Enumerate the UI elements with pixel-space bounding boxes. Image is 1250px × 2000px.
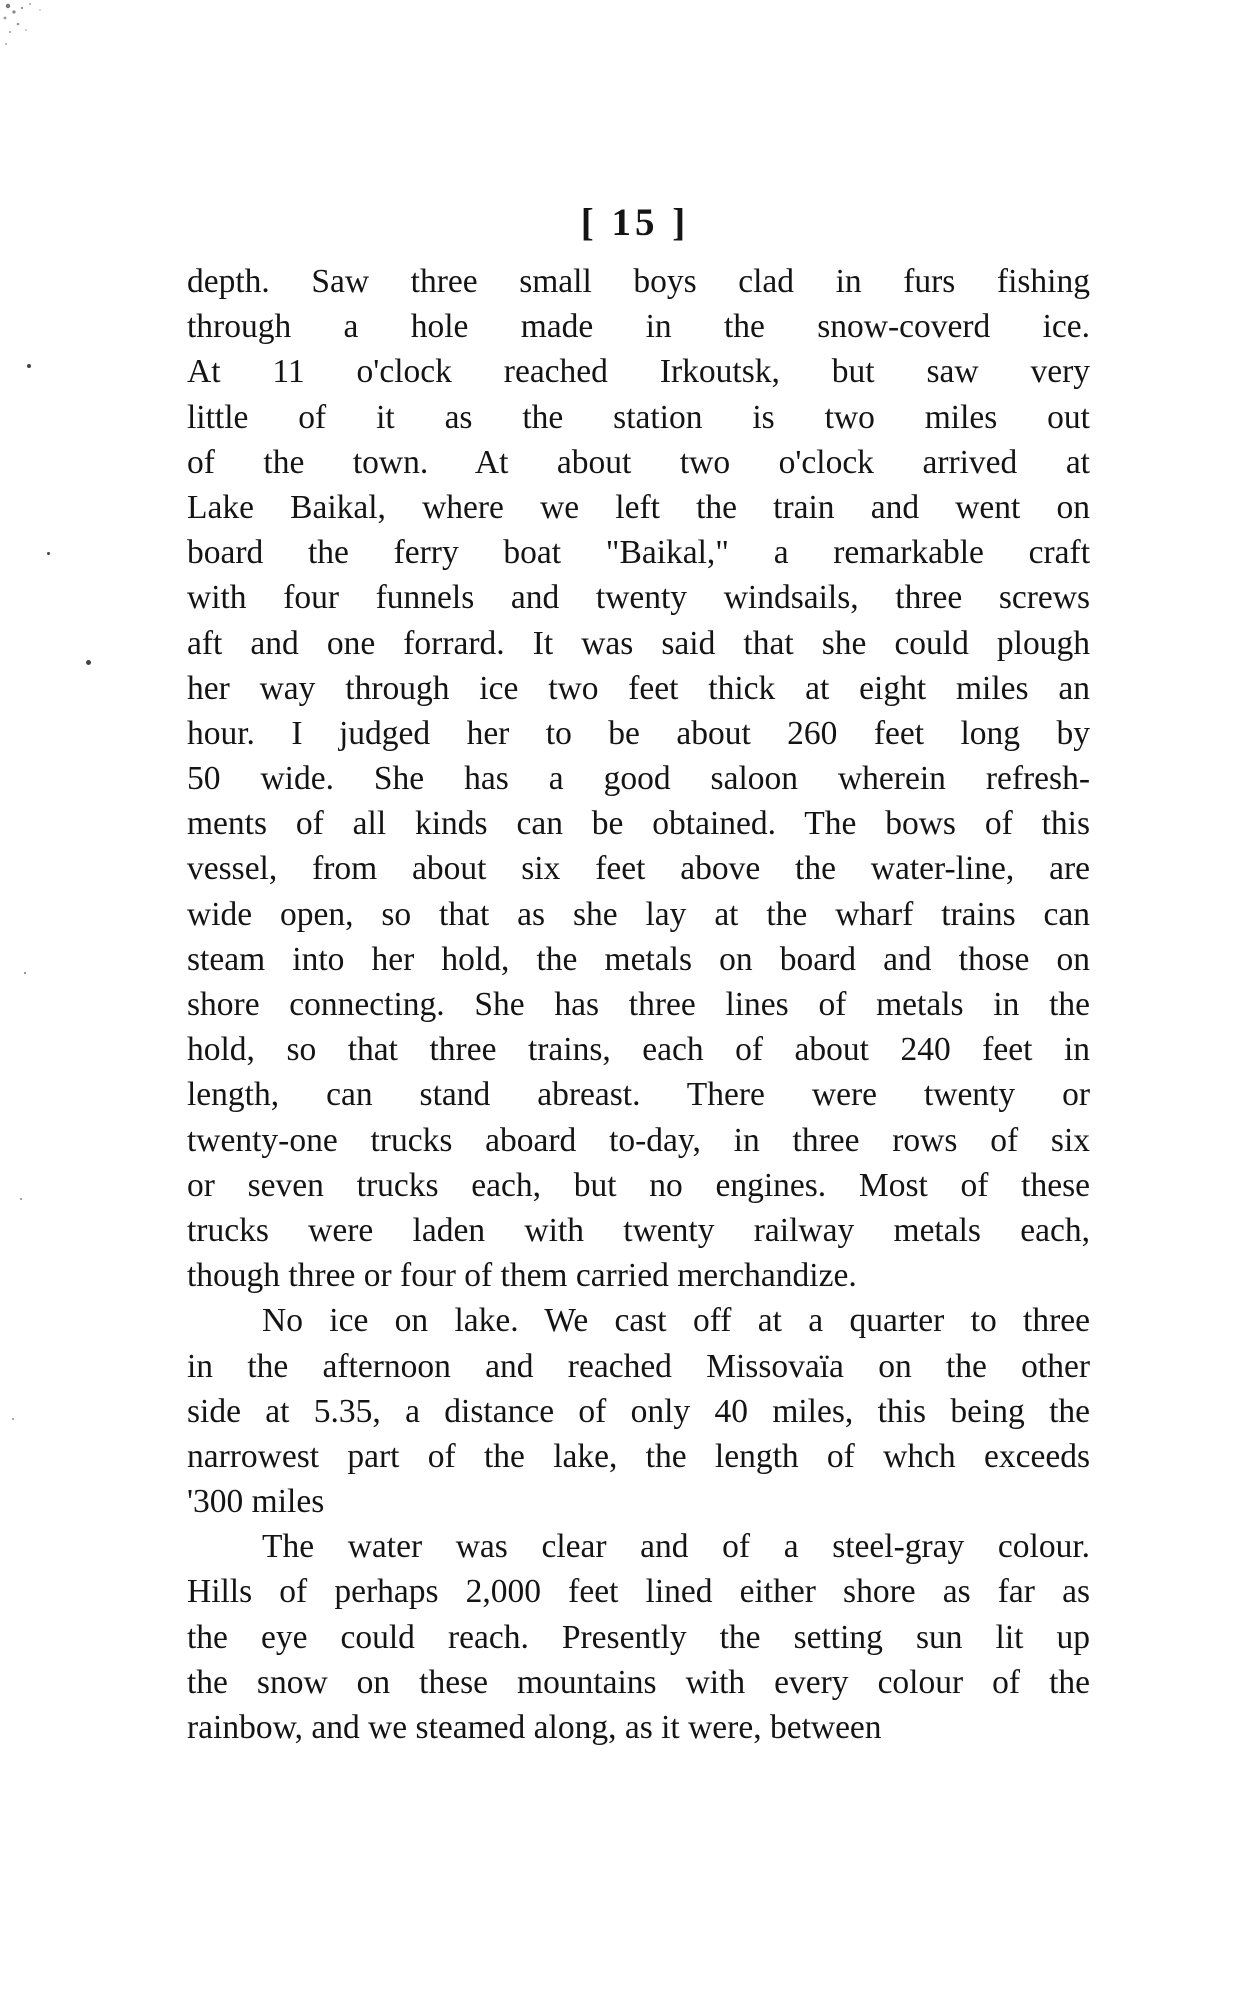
text-line: twenty-one trucks aboard to-day, in three rows of six [187,1121,1090,1159]
text-line: though three or four of them carried merchandize. [187,1257,857,1295]
speck-3 [86,660,91,665]
text-line: her way through ice two feet thick at eight miles an [187,669,1090,707]
speck-2 [47,552,50,555]
text-line: the snow on these mountains with every colour of the [187,1663,1090,1701]
text-line: with four funnels and twenty windsails, three screws [187,579,1090,617]
text-line: length, can stand abreast. There were twenty or [187,1076,1090,1114]
text-line: Hills of perhaps 2,000 feet lined either shore as far as [187,1573,1090,1611]
text-line: 50 wide. She has a good saloon wherein refresh- [187,760,1090,798]
text-line: board the ferry boat "Baikal," a remarkable craft [187,534,1090,572]
text-line: '300 miles [187,1483,325,1521]
page-number: [ 15 ] [580,201,690,244]
scan-noise-corner [0,0,80,70]
text-line: aft and one forrard. It was said that she could plough [187,624,1090,662]
text-line: ments of all kinds can be obtained. The bows of this [187,805,1090,843]
text-line: Lake Baikal, where we left the train and went on [187,488,1090,526]
text-line: hour. I judged her to be about 260 feet long by [187,714,1090,752]
speck-4 [24,972,26,974]
text-line: side at 5.35, a distance of only 40 miles, this being the [187,1392,1090,1430]
text-line: the eye could reach. Presently the setting sun lit up [187,1618,1090,1656]
text-line: depth. Saw three small boys clad in furs fishing [187,263,1090,300]
text-line: vessel, from about six feet above the water-line, are [187,850,1090,888]
text-line: of the town. At about two o'clock arrived at [187,443,1090,481]
speck-1 [27,364,31,368]
text-line: The water was clear and of a steel-gray colour. [262,1528,1090,1566]
text-line: steam into her hold, the metals on board and those on [187,940,1090,978]
text-line: No ice on lake. We cast off at a quarter to three [262,1302,1090,1340]
text-line: shore connecting. She has three lines of metals in the [187,986,1090,1023]
text-line: wide open, so that as she lay at the wharf trains can [187,895,1090,933]
text-line: narrowest part of the lake, the length of whch exceeds [187,1437,1090,1475]
speck-5 [20,1198,22,1200]
text-line: in the afternoon and reached Missovaïa on the other [187,1347,1090,1385]
speck-6 [12,1418,14,1420]
body-text [187,259,1090,1750]
text-line: At 11 o'clock reached Irkoutsk, but saw very [187,353,1090,391]
text-line: hold, so that three trains, each of about 240 feet in [187,1031,1090,1069]
text-line: trucks were laden with twenty railway metals each, [187,1211,1090,1249]
text-line: or seven trucks each, but no engines. Most of these [187,1166,1090,1204]
text-line: rainbow, and we steamed along, as it were, between [187,1709,882,1746]
text-line: through a hole made in the snow-coverd ice. [187,308,1090,346]
text-line: little of it as the station is two miles out [187,398,1090,436]
